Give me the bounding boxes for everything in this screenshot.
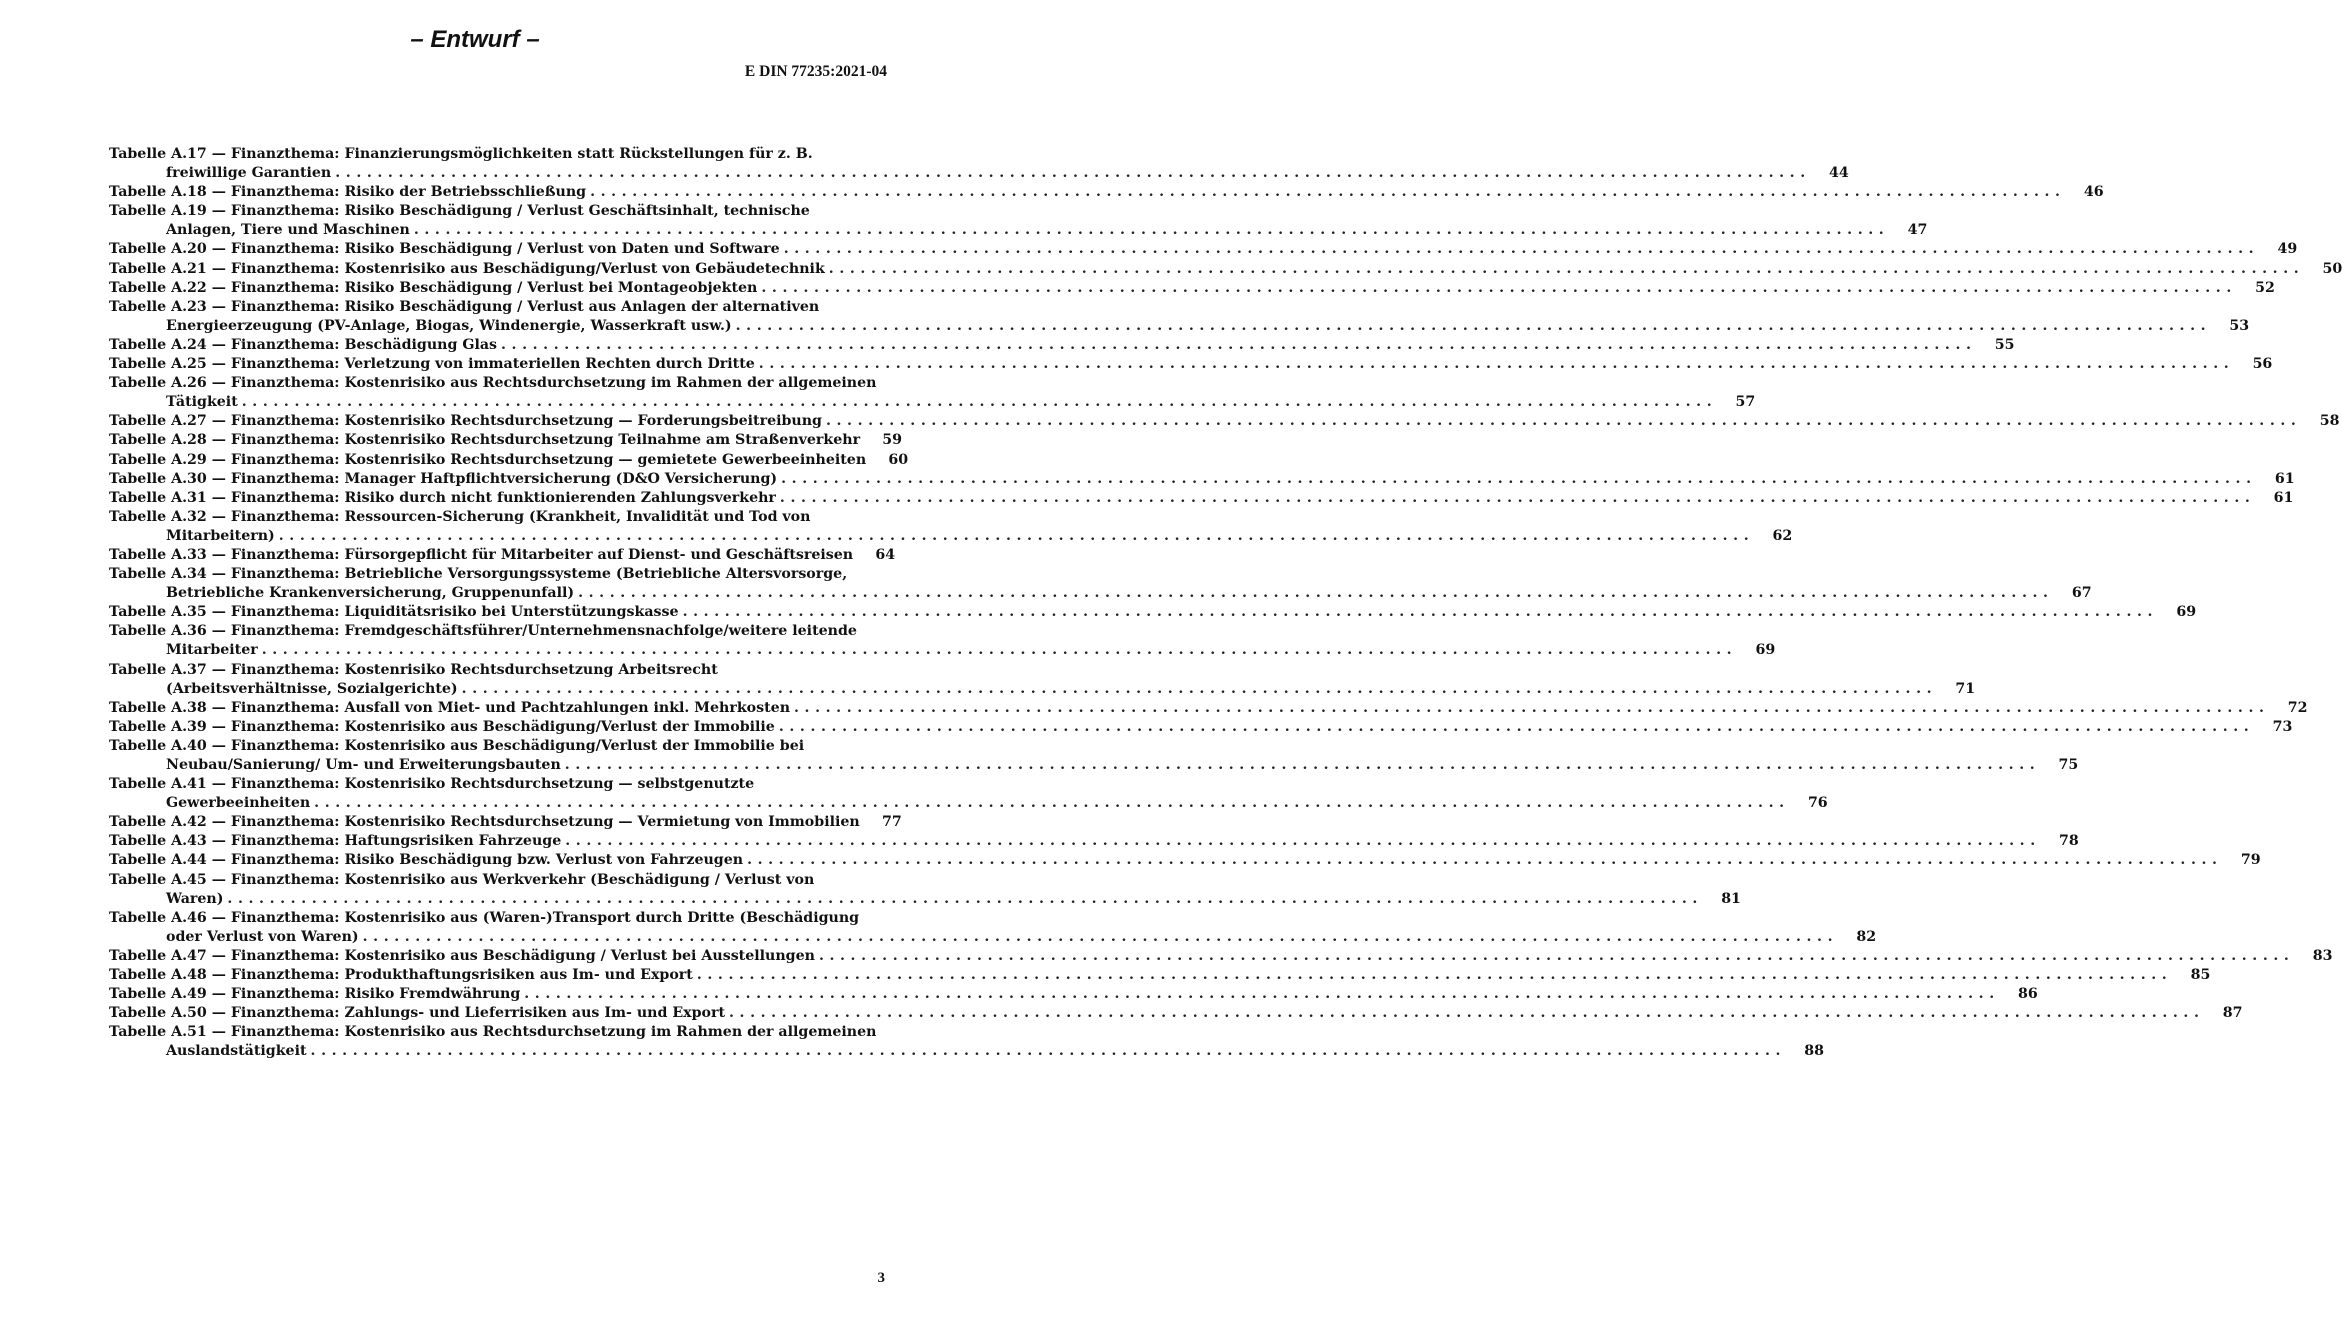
- toc-page-number: 62: [1772, 527, 1793, 544]
- toc-entry-title: Waren): [166, 890, 224, 907]
- toc-entry[interactable]: [109, 718, 2293, 737]
- toc-page-number: 71: [1955, 680, 1976, 697]
- toc-entry-title: Tabelle A.30 — Finanzthema: Manager Haftpflichtversicherung (D&O Versicherung): [109, 470, 778, 487]
- toc-page-number: 69: [2176, 604, 2197, 621]
- toc-entry[interactable]: [109, 890, 1741, 909]
- toc-entry-title: Tabelle A.48 — Finanzthema: Produkthaftungsrisiken aus Im- und Export: [109, 967, 693, 984]
- dot-leader: ............................................................................................................................................: [335, 165, 1811, 182]
- toc-entry-title: Tabelle A.35 — Finanzthema: Liquiditätsrisiko bei Unterstützungskasse: [109, 604, 679, 621]
- toc-entry-line: [109, 565, 886, 584]
- toc-entry[interactable]: [109, 546, 896, 565]
- toc-entry-title: Tabelle A.19 — Finanzthema: Risiko Beschädigung / Verlust Geschäftsinhalt, technische: [109, 203, 810, 220]
- dot-leader: ............................................................................................................................................: [314, 795, 1790, 812]
- toc-entry-title: Tabelle A.25 — Finanzthema: Verletzung von immateriellen Rechten durch Dritte: [109, 356, 755, 373]
- dot-leader: ............................................................................................................................................: [825, 413, 2302, 430]
- toc-entry[interactable]: [109, 1042, 1825, 1061]
- toc-entry[interactable]: [109, 794, 1828, 813]
- toc-entry-line: [109, 622, 886, 641]
- toc-page-number: 82: [1856, 928, 1877, 945]
- toc-page-number: 59: [882, 432, 903, 449]
- toc-page-number: 50: [2322, 260, 2342, 277]
- dot-leader: ............................................................................................................................................: [682, 604, 2159, 621]
- toc-entry[interactable]: [109, 336, 2015, 355]
- toc-page-number: 78: [2059, 833, 2079, 850]
- toc-entry-line: [109, 374, 886, 393]
- dot-leader: ............................................................................................................................................: [413, 222, 1890, 239]
- toc-entry[interactable]: [109, 240, 2298, 259]
- toc-page-number: 49: [2277, 241, 2298, 258]
- toc-entry-title: Tabelle A.44 — Finanzthema: Risiko Beschädigung bzw. Verlust von Fahrzeugen: [109, 852, 744, 869]
- toc-entry[interactable]: [109, 680, 1976, 699]
- dot-leader: ............................................................................................................................................: [227, 890, 1703, 907]
- toc-entry[interactable]: [109, 431, 903, 450]
- toc-page-number: 61: [2273, 489, 2294, 506]
- toc-entry[interactable]: [109, 412, 2340, 431]
- dot-leader: ............................................................................................................................................: [758, 356, 2235, 373]
- toc-page-number: 76: [1807, 795, 1828, 812]
- toc-entry-title: Tabelle A.33 — Finanzthema: Fürsorgepflicht für Mitarbeiter auf Dienst- und Geschäftsreisen: [109, 546, 854, 563]
- toc-entry-title: Tabelle A.34 — Finanzthema: Betriebliche Versorgungssysteme (Betriebliche Altersvorsorge,: [109, 566, 848, 583]
- toc-entry-title: Tabelle A.27 — Finanzthema: Kostenrisiko Rechtsdurchsetzung — Forderungsbeitreibung: [109, 413, 822, 430]
- toc-entry-title: (Arbeitsverhältnisse, Sozialgerichte): [166, 680, 458, 697]
- toc-entry-title: Tätigkeit: [166, 394, 238, 411]
- toc-entry-title: Tabelle A.46 — Finanzthema: Kostenrisiko aus (Waren-)Transport durch Dritte (Beschädigung: [109, 909, 860, 926]
- dot-leader: ............................................................................................................................................: [761, 279, 2237, 296]
- toc-entry-title: Tabelle A.47 — Finanzthema: Kostenrisiko aus Beschädigung / Verlust bei Ausstellungen: [109, 947, 815, 964]
- dot-leader: ............................................................................................................................................: [696, 967, 2173, 984]
- dot-leader: ............................................................................................................................................: [362, 928, 1839, 945]
- toc-entry[interactable]: [109, 603, 2197, 622]
- toc-entry-title: Tabelle A.29 — Finanzthema: Kostenrisiko Rechtsdurchsetzung — gemietete Gewerbeeinheiten: [109, 451, 867, 468]
- toc-page-number: 81: [1721, 890, 1741, 907]
- toc-entry-title: Tabelle A.42 — Finanzthema: Kostenrisiko Rechtsdurchsetzung — Vermietung von Immobilien: [109, 814, 860, 831]
- toc-entry[interactable]: [109, 164, 1849, 183]
- toc-page-number: 87: [2222, 1005, 2243, 1022]
- toc-page-number: 53: [2229, 317, 2250, 334]
- toc-page-number: 83: [2312, 947, 2333, 964]
- dot-leader: ............................................................................................................................................: [781, 470, 2257, 487]
- dot-leader: ............................................................................................................................................: [794, 699, 2270, 716]
- toc-entry-title: Tabelle A.32 — Finanzthema: Ressourcen-Sicherung (Krankheit, Invalidität und Tod von: [109, 508, 811, 525]
- toc-entry-line: [109, 737, 886, 756]
- dot-leader: ............................................................................................................................................: [779, 489, 2256, 506]
- toc-entry[interactable]: [109, 756, 2079, 775]
- dot-leader: ............................................................................................................................................: [461, 680, 1938, 697]
- dot-leader: ............................................................................................................................................: [565, 833, 2041, 850]
- toc-page-number: 86: [2018, 986, 2038, 1003]
- toc-page-number: 58: [2319, 413, 2340, 430]
- toc-entry[interactable]: [109, 279, 2275, 298]
- toc-entry[interactable]: [109, 851, 2261, 870]
- toc-page-number: 52: [2255, 279, 2275, 296]
- toc-page-number: 55: [1994, 336, 2015, 353]
- dot-leader: ............................................................................................................................................: [310, 1043, 1787, 1060]
- toc-page-number: 77: [881, 814, 902, 831]
- toc-entry-line: [109, 508, 886, 527]
- draft-label: – Entwurf –: [410, 26, 540, 53]
- toc-entry[interactable]: [109, 489, 2294, 508]
- toc-entry[interactable]: [109, 221, 1928, 240]
- toc-entry-title: Tabelle A.36 — Finanzthema: Fremdgeschäftsführer/Unternehmensnachfolge/weitere leitende: [109, 623, 857, 640]
- toc-page-number: 79: [2240, 852, 2261, 869]
- toc-entry[interactable]: [109, 699, 2308, 718]
- toc-entry[interactable]: [109, 928, 1877, 947]
- dot-leader: ............................................................................................................................................: [783, 241, 2260, 258]
- toc-entry-title: Tabelle A.24 — Finanzthema: Beschädigung Glas: [109, 336, 498, 353]
- toc-entry[interactable]: [109, 355, 2273, 374]
- toc-entry[interactable]: [109, 966, 2211, 985]
- toc-page-number: 57: [1735, 394, 1756, 411]
- toc-entry-line: [109, 909, 886, 928]
- toc-entry-title: Tabelle A.39 — Finanzthema: Kostenrisiko aus Beschädigung/Verlust der Immobilie: [109, 718, 775, 735]
- toc-page-number: 67: [2071, 585, 2092, 602]
- document-id: E DIN 77235:2021-04: [744, 63, 887, 80]
- toc-page-number: 47: [1907, 222, 1928, 239]
- toc-entry-title: Tabelle A.50 — Finanzthema: Zahlungs- und Lieferrisiken aus Im- und Export: [109, 1005, 725, 1022]
- toc-entry-title: Auslandstätigkeit: [166, 1043, 307, 1060]
- toc-page-number: 75: [2058, 757, 2079, 773]
- toc-entry-title: Gewerbeeinheiten: [166, 795, 311, 812]
- dot-leader: ............................................................................................................................................: [828, 260, 2305, 277]
- table-of-contents: [109, 145, 2342, 1062]
- toc-entry-title: Betriebliche Krankenversicherung, Gruppenunfall): [166, 585, 575, 602]
- toc-entry-title: Tabelle A.41 — Finanzthema: Kostenrisiko Rechtsdurchsetzung — selbstgenutzte: [109, 776, 755, 793]
- toc-page-number: 56: [2252, 356, 2273, 373]
- toc-page-number: 88: [1804, 1043, 1825, 1060]
- toc-entry-line: [109, 202, 886, 221]
- toc-entry[interactable]: [109, 1004, 2243, 1023]
- toc-entry[interactable]: [109, 584, 2092, 603]
- toc-entry-line: [109, 1023, 886, 1042]
- dot-leader: ............................................................................................................................................: [778, 718, 2255, 735]
- toc-entry[interactable]: [109, 527, 1793, 546]
- toc-entry-title: Tabelle A.40 — Finanzthema: Kostenrisiko aus Beschädigung/Verlust der Immobilie bei: [109, 737, 805, 754]
- toc-entry-title: Anlagen, Tiere und Maschinen: [166, 222, 410, 239]
- toc-entry[interactable]: [109, 260, 2342, 279]
- dot-leader: ............................................................................................................................................: [735, 317, 2212, 334]
- toc-entry-title: Mitarbeiter: [166, 642, 258, 659]
- toc-page-number: 46: [2083, 184, 2104, 201]
- toc-entry-title: Tabelle A.22 — Finanzthema: Risiko Beschädigung / Verlust bei Montageobjekten: [109, 279, 758, 296]
- toc-entry-title: Neubau/Sanierung/ Um- und Erweiterungsbauten: [166, 757, 561, 773]
- dot-leader: ............................................................................................................................................: [564, 757, 2041, 773]
- toc-entry-title: Tabelle A.45 — Finanzthema: Kostenrisiko aus Werkverkehr (Beschädigung / Verlust von: [109, 871, 815, 888]
- toc-entry-title: Tabelle A.51 — Finanzthema: Kostenrisiko aus Rechtsdurchsetzung im Rahmen der allgemeinen: [109, 1024, 877, 1041]
- dot-leader: ............................................................................................................................................: [501, 336, 1977, 353]
- toc-entry-title: Tabelle A.17 — Finanzthema: Finanzierungsmöglichkeiten statt Rückstellungen für z. B.: [109, 146, 813, 162]
- toc-entry[interactable]: [109, 832, 2079, 851]
- toc-entry-title: Tabelle A.18 — Finanzthema: Risiko der Betriebsschließung: [109, 184, 587, 201]
- toc-entry-title: Tabelle A.38 — Finanzthema: Ausfall von Miet- und Pachtzahlungen inkl. Mehrkosten: [109, 699, 791, 716]
- toc-entry-title: oder Verlust von Waren): [166, 928, 359, 945]
- dot-leader: ............................................................................................................................................: [524, 986, 2000, 1003]
- dot-leader: ............................................................................................................................................: [818, 947, 2295, 964]
- toc-entry[interactable]: [109, 947, 2333, 966]
- toc-page-number: 44: [1829, 165, 1849, 182]
- toc-entry[interactable]: [109, 470, 2295, 489]
- dot-leader: ............................................................................................................................................: [241, 394, 1718, 411]
- toc-entry-title: Tabelle A.21 — Finanzthema: Kostenrisiko aus Beschädigung/Verlust von Gebäudetechnik: [109, 260, 825, 277]
- dot-leader: ............................................................................................................................................: [729, 1005, 2205, 1022]
- toc-entry[interactable]: [109, 183, 2104, 202]
- toc-page-number: 69: [1755, 642, 1776, 659]
- toc-entry-title: freiwillige Garantien: [166, 165, 332, 182]
- toc-entry[interactable]: [109, 641, 1776, 660]
- toc-entry-title: Tabelle A.43 — Finanzthema: Haftungsrisiken Fahrzeuge: [109, 833, 562, 850]
- dot-leader: ............................................................................................................................................: [578, 585, 2054, 602]
- toc-page-number: 85: [2190, 967, 2211, 984]
- toc-entry-line: [109, 298, 886, 317]
- toc-entry[interactable]: [109, 813, 902, 832]
- toc-entry-title: Tabelle A.31 — Finanzthema: Risiko durch nicht funktionierenden Zahlungsverkehr: [109, 489, 776, 506]
- toc-page-number: 72: [2287, 699, 2308, 716]
- toc-page-number: 73: [2272, 718, 2293, 735]
- toc-entry-line: [109, 145, 886, 164]
- toc-entry-title: Tabelle A.20 — Finanzthema: Risiko Beschädigung / Verlust von Daten und Software: [109, 241, 780, 258]
- dot-leader: ............................................................................................................................................: [590, 184, 2066, 201]
- toc-entry-line: [109, 661, 886, 680]
- toc-entry-title: Mitarbeitern): [166, 527, 275, 544]
- toc-entry[interactable]: [109, 317, 2250, 336]
- toc-entry-title: Tabelle A.26 — Finanzthema: Kostenrisiko aus Rechtsdurchsetzung im Rahmen der allgemeinen: [109, 375, 877, 392]
- dot-leader: ............................................................................................................................................: [747, 852, 2223, 869]
- toc-entry-title: Tabelle A.37 — Finanzthema: Kostenrisiko Rechtsdurchsetzung Arbeitsrecht: [109, 661, 718, 678]
- toc-entry-title: Tabelle A.28 — Finanzthema: Kostenrisiko Rechtsdurchsetzung Teilnahme am Straßenverkehr: [109, 432, 861, 449]
- toc-entry-title: Energieerzeugung (PV-Anlage, Biogas, Windenergie, Wasserkraft usw.): [166, 317, 732, 334]
- toc-entry-line: [109, 871, 886, 890]
- toc-page-number: 60: [888, 451, 909, 468]
- toc-entry[interactable]: [109, 451, 909, 470]
- toc-page-number: 61: [2274, 470, 2295, 487]
- toc-entry[interactable]: [109, 393, 1756, 412]
- toc-entry[interactable]: [109, 985, 2038, 1004]
- toc-entry-title: Tabelle A.49 — Finanzthema: Risiko Fremdwährung: [109, 986, 521, 1003]
- toc-entry-line: [109, 775, 886, 794]
- toc-page-number: 64: [875, 546, 896, 563]
- toc-entry-title: Tabelle A.23 — Finanzthema: Risiko Beschädigung / Verlust aus Anlagen der alternativen: [109, 298, 820, 315]
- dot-leader: ............................................................................................................................................: [278, 527, 1755, 544]
- page-number: 3: [877, 1270, 885, 1286]
- dot-leader: ............................................................................................................................................: [261, 642, 1738, 659]
